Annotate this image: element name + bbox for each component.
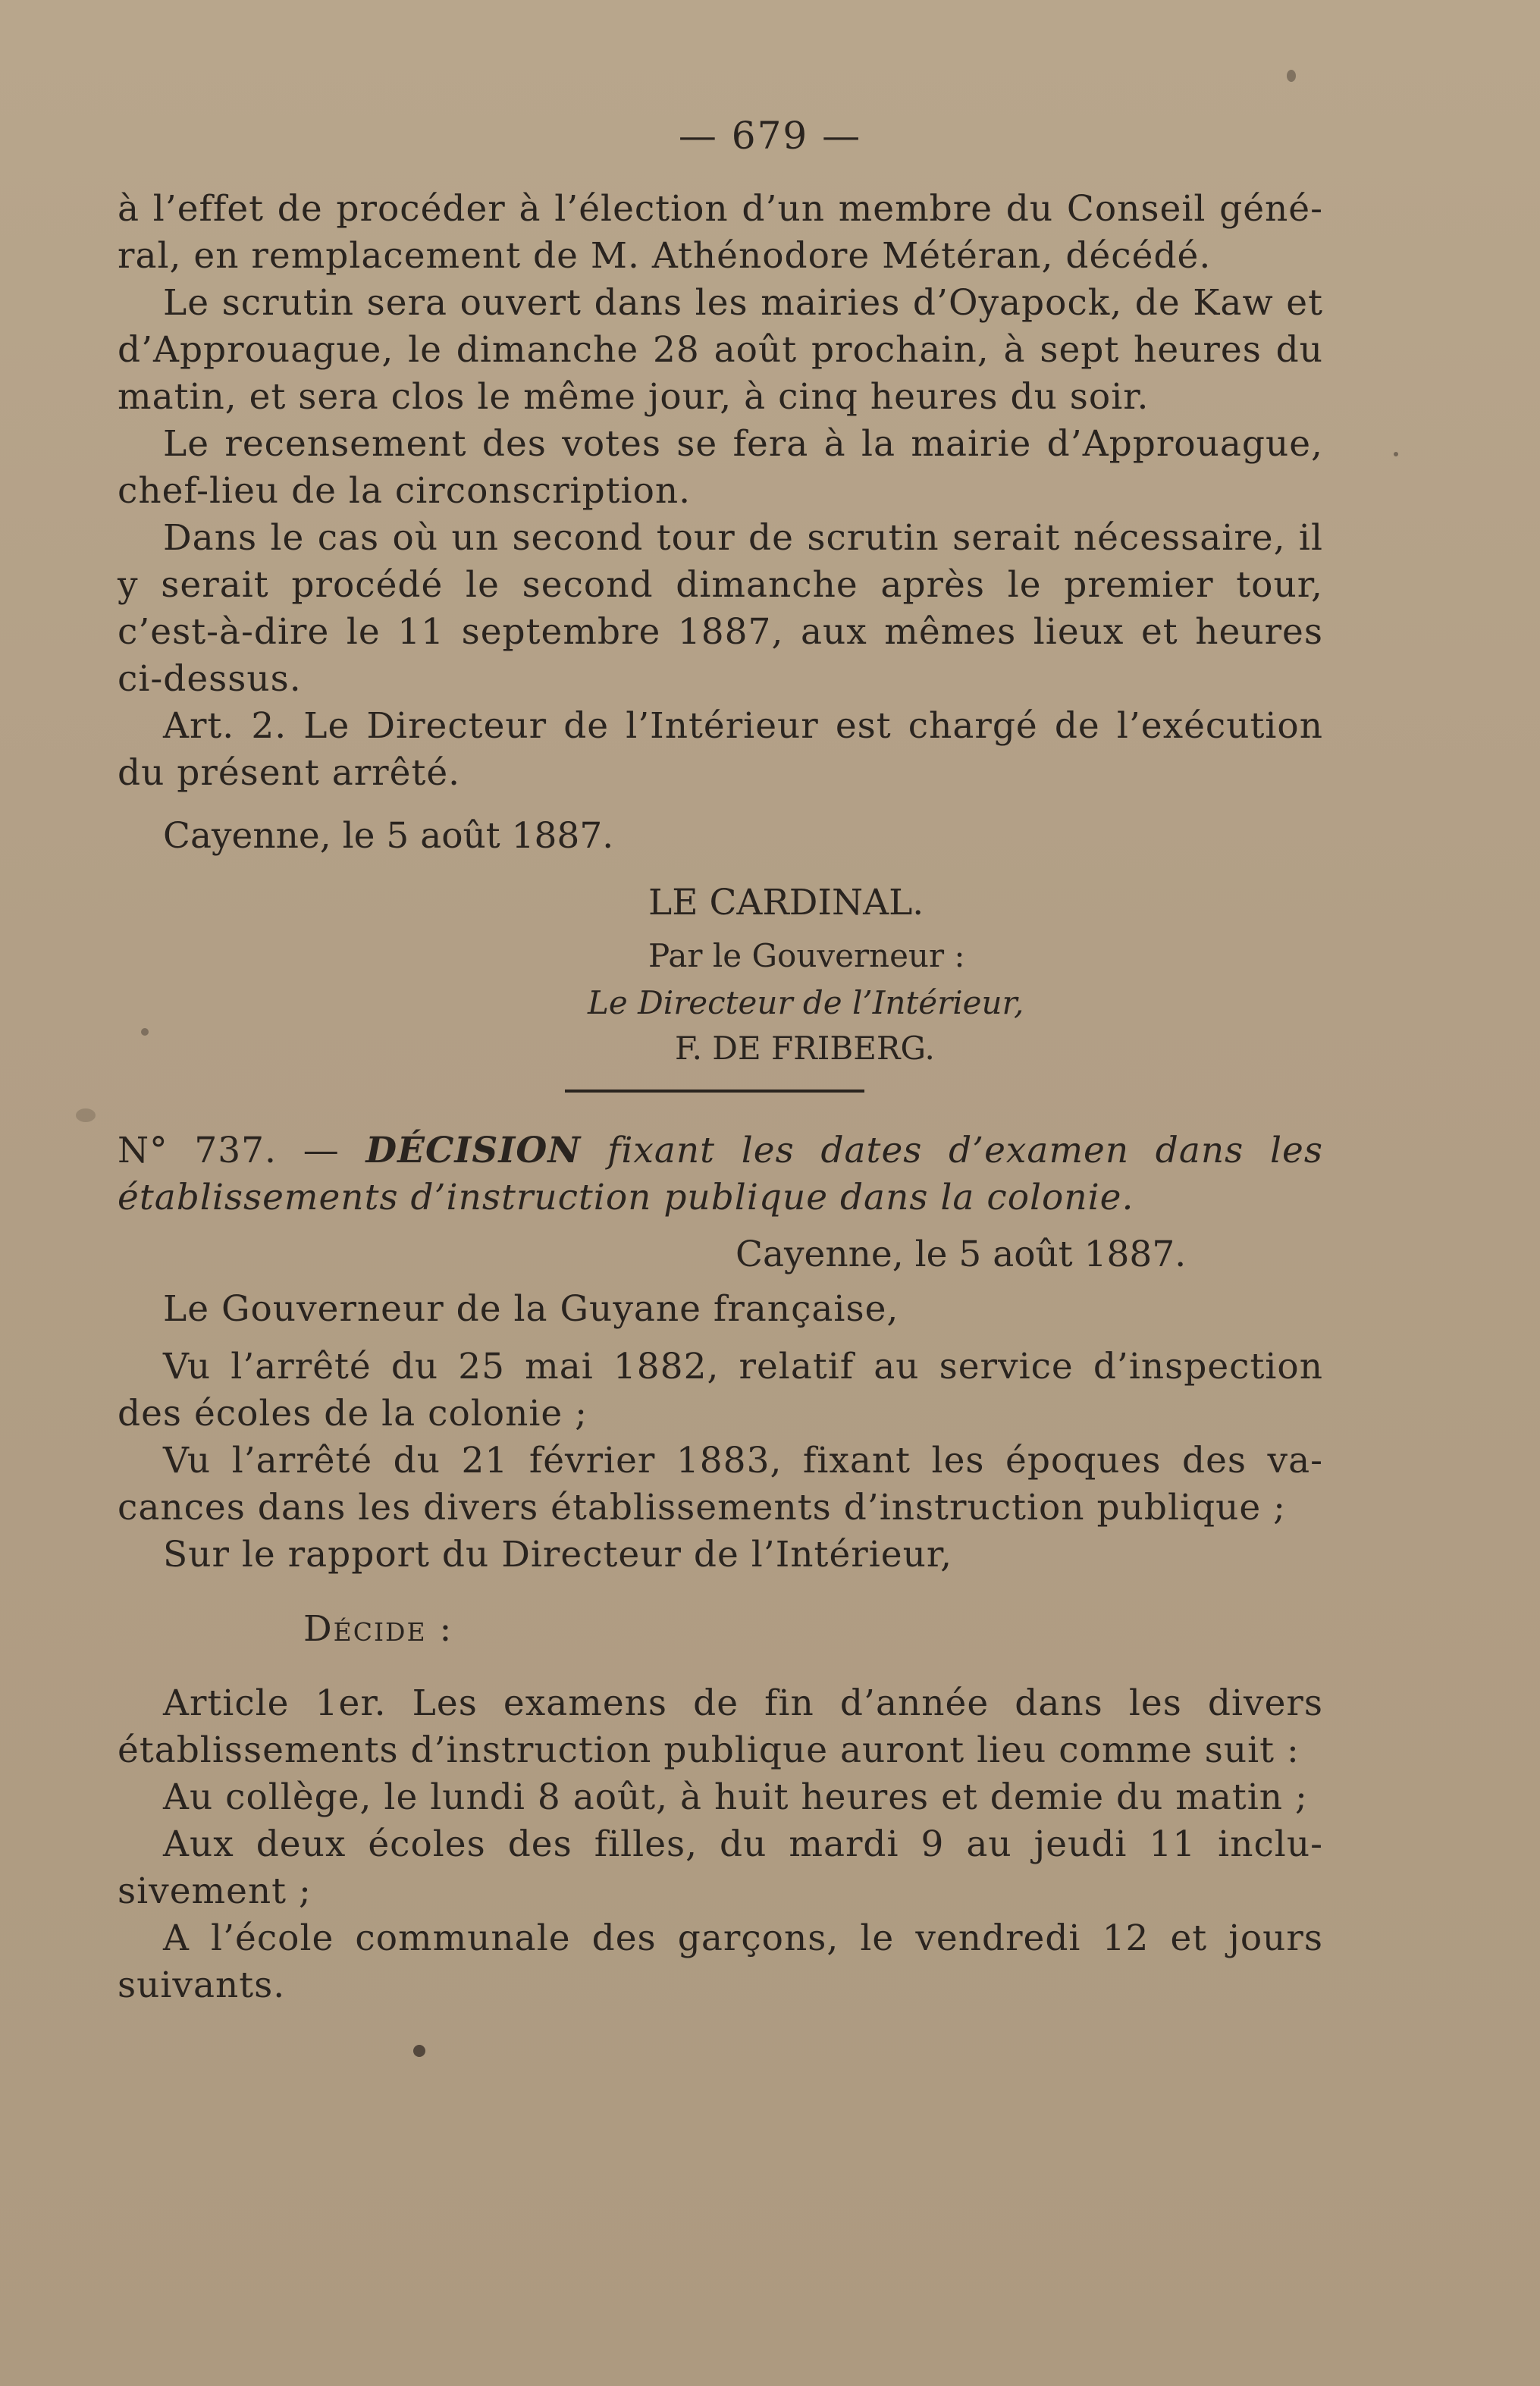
ink-speck	[76, 1108, 96, 1122]
signature-role: Le Directeur de l’Intérieur,	[588, 984, 1024, 1021]
signature-signer: F. DE FRIBERG.	[675, 1030, 935, 1067]
page-number: — 679 —	[678, 114, 862, 158]
signature-by: Par le Gouverneur :	[648, 937, 965, 974]
paragraph: Dans le cas où un second tour de scrutin serait nécessaire, il y serait procédé le second dimanche après le premier tour, c’est-à-dire le 11 septembre 1887, aux mêmes lieux et heures ci-dessus.	[118, 517, 1323, 700]
decision-title-rest: fixant les dates d’examen dans les établissements d’instruction publique dans la colonie.	[118, 1130, 1323, 1218]
decision-body	[118, 1286, 1323, 2009]
consideration: Vu l’arrêté du 25 mai 1882, relatif au service d’inspection des écoles de la colonie ;	[118, 1346, 1323, 1434]
consideration: Sur le rapport du Directeur de l’Intérieur,	[163, 1534, 953, 1576]
arrete-text	[118, 186, 1323, 797]
article-item: Au collège, le lundi 8 août, à huit heures et demie du matin ;	[163, 1776, 1308, 1818]
decision-heading	[118, 1127, 1323, 1221]
paragraph: Art. 2. Le Directeur de l’Intérieur est chargé de l’exécution du présent arrêté.	[118, 705, 1323, 794]
section-divider	[565, 1090, 864, 1093]
ink-speck	[413, 2045, 425, 2057]
paragraph: Le recensement des votes se fera à la mairie d’Approuague, chef-lieu de la circonscription.	[118, 423, 1323, 512]
governor-line: Le Gouverneur de la Guyane française,	[163, 1288, 899, 1330]
consideration: Vu l’arrêté du 21 février 1883, fixant les époques des va-cances dans les divers établissements d’instruction publique ;	[118, 1440, 1323, 1528]
decision-title-word: DÉCISION	[365, 1130, 582, 1171]
date-line: Cayenne, le 5 août 1887.	[163, 815, 614, 857]
article: Article 1er. Les examens de fin d’année dans les divers établissements d’instruction publique auront lieu comme suit :	[118, 1682, 1323, 1771]
ink-speck	[1394, 452, 1398, 456]
decide-label: Décide :	[303, 1608, 453, 1650]
decision-dash: —	[303, 1130, 340, 1171]
ink-speck	[1287, 70, 1296, 82]
article-item: Aux deux écoles des filles, du mardi 9 au jeudi 11 inclu-sivement ;	[118, 1823, 1323, 1912]
decision-title	[118, 1127, 1323, 1221]
decision-date: Cayenne, le 5 août 1887.	[735, 1234, 1187, 1275]
decision-number: N° 737.	[118, 1130, 277, 1171]
paragraph: à l’effet de procéder à l’élection d’un membre du Conseil géné-ral, en remplacement de M. Athénodore Météran, décédé.	[118, 188, 1323, 277]
signature-name: LE CARDINAL.	[648, 882, 924, 923]
ink-speck	[141, 1028, 149, 1036]
article-item: A l’école communale des garçons, le vendredi 12 et jours suivants.	[118, 1917, 1323, 2006]
paragraph: Le scrutin sera ouvert dans les mairies d’Oyapock, de Kaw et d’Approuague, le dimanche 28 août prochain, à sept heures du matin, et sera clos le même jour, à cinq heures du soir.	[118, 282, 1323, 418]
